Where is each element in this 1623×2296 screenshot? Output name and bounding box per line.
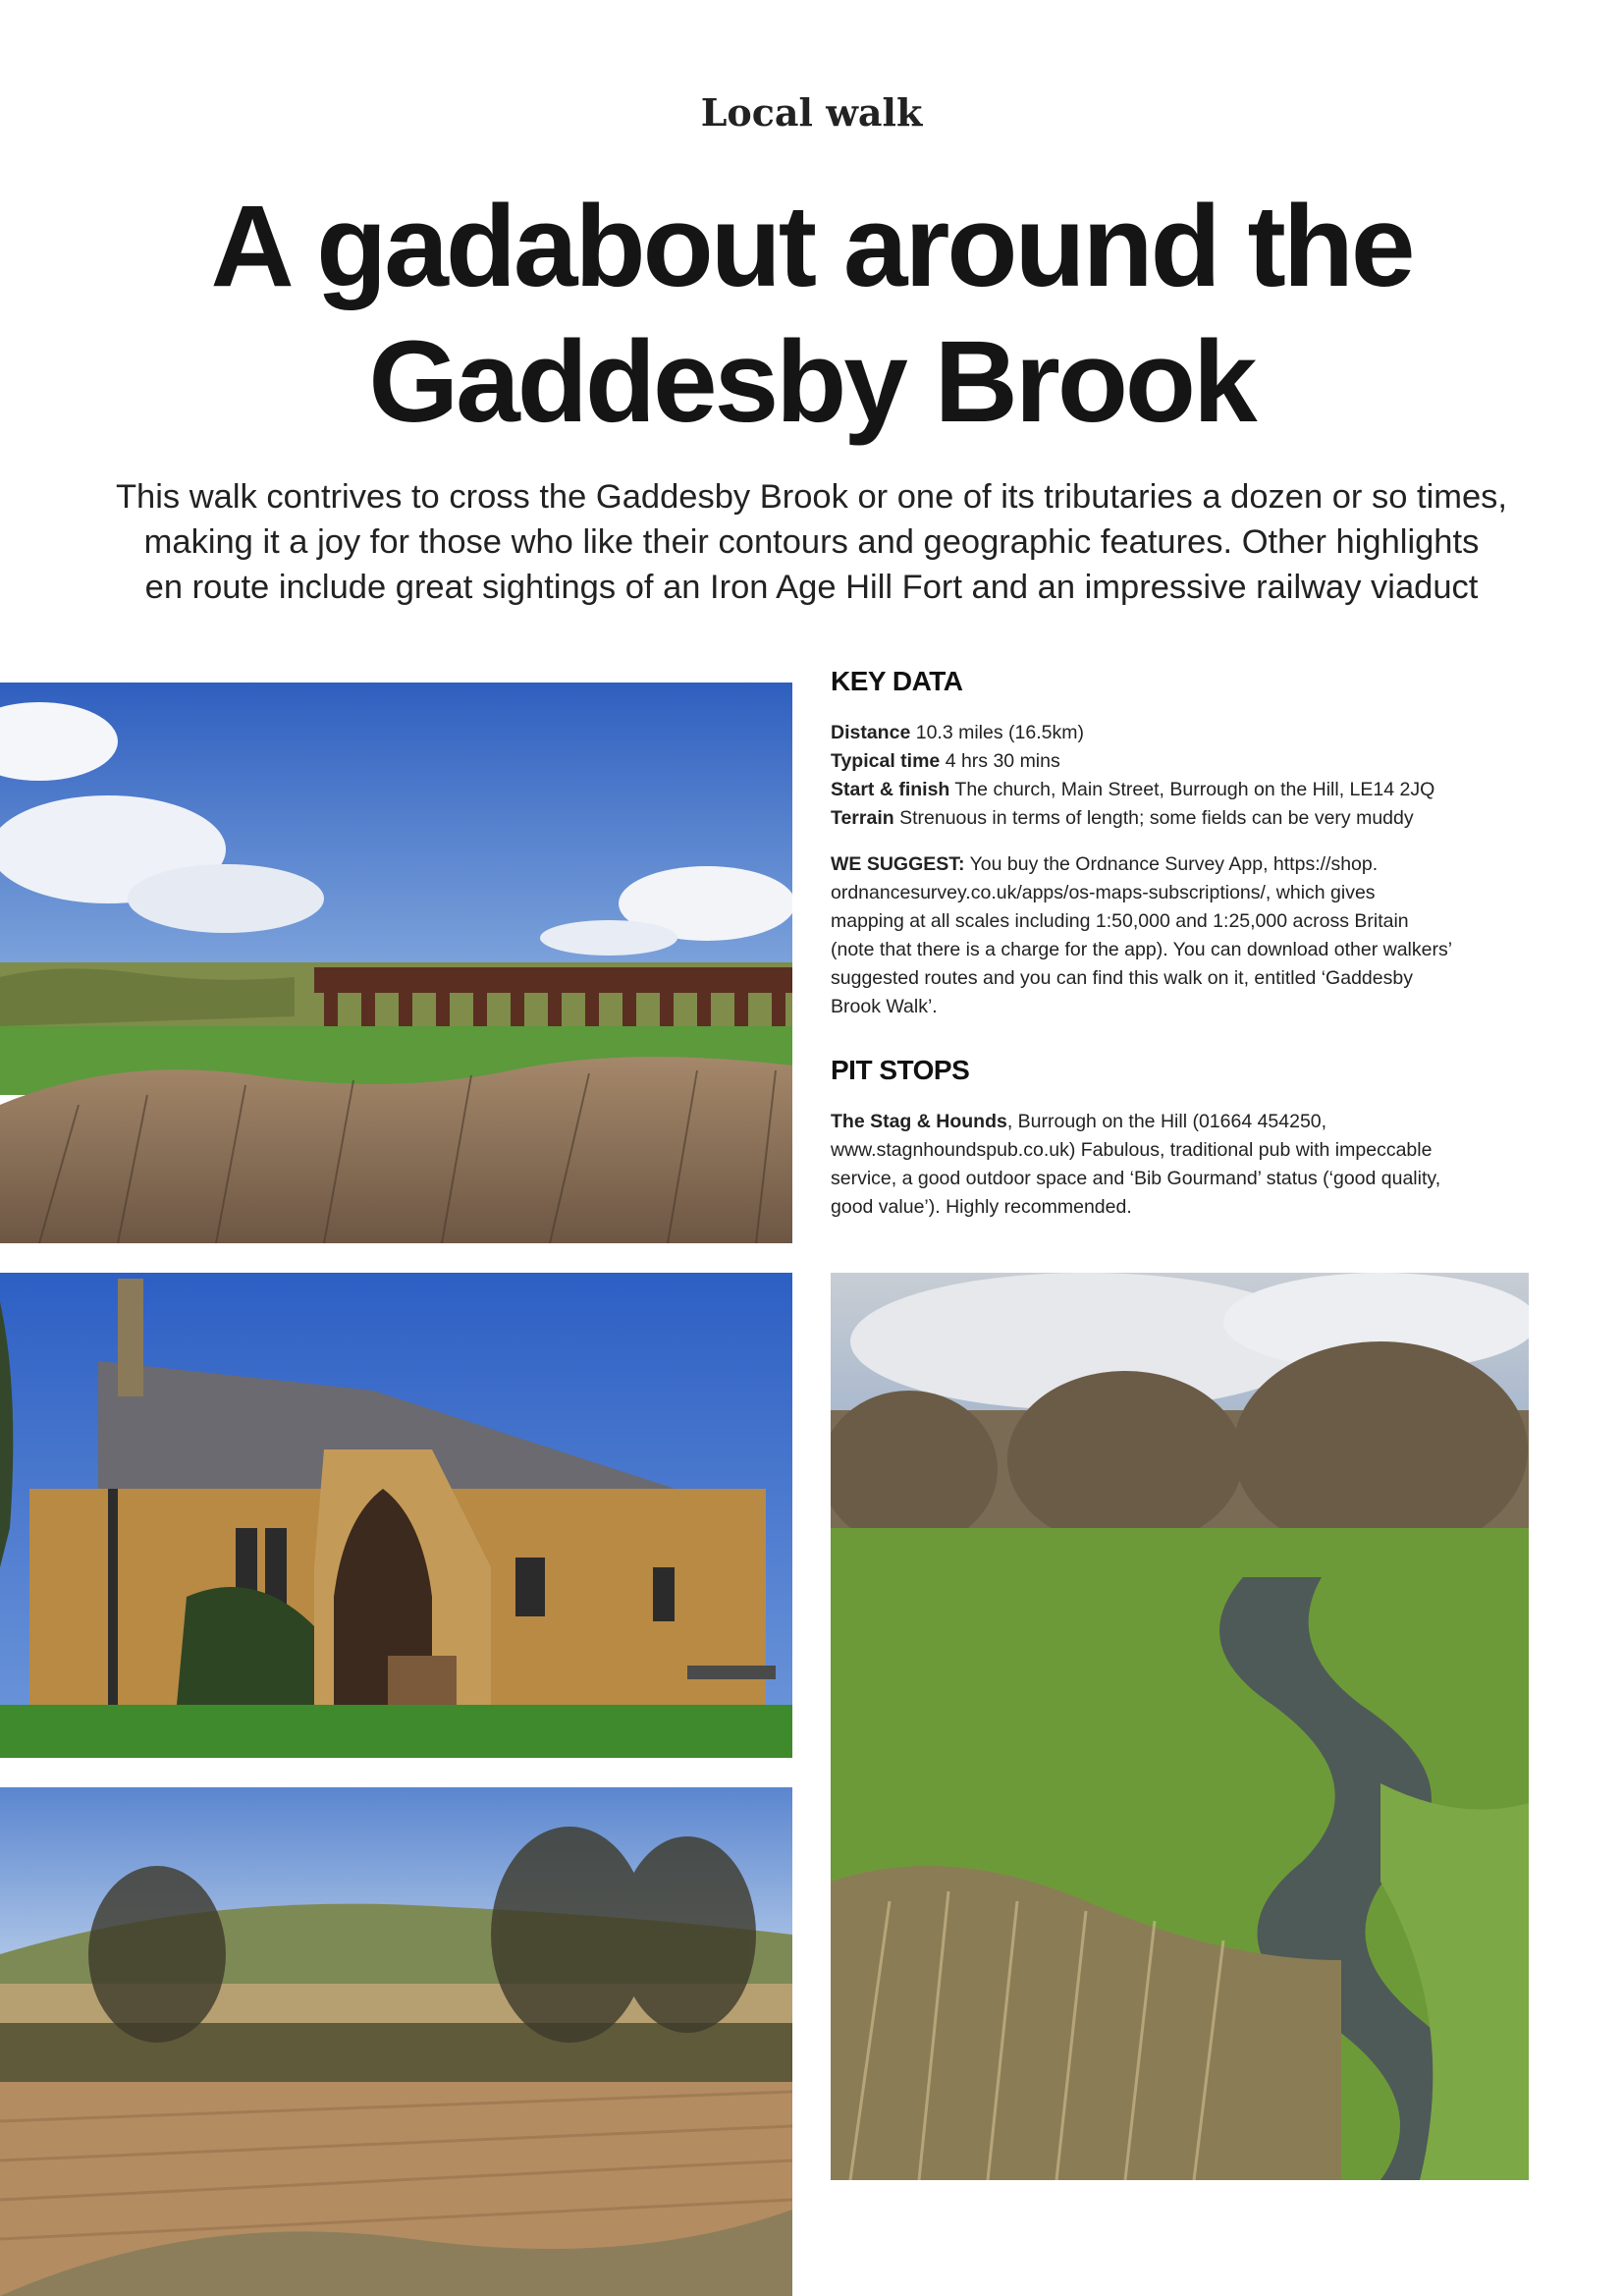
pit-stops-paragraph (831, 1108, 1538, 1222)
we-suggest-paragraph (831, 850, 1538, 1021)
distance-value: 10.3 miles (16.5km) (915, 722, 1084, 743)
start-finish-label: Start & finish (831, 779, 950, 800)
pub-line-4: good value’). Highly recommended. (831, 1196, 1132, 1218)
viaduct-photo (0, 683, 792, 1243)
pub-name: The Stag & Hounds (831, 1111, 1007, 1132)
standfirst (79, 474, 1544, 610)
key-data-box (831, 666, 1538, 1222)
church-photo (0, 1273, 792, 1758)
fields-photo (0, 1787, 792, 2296)
start-finish-value: The church, Main Street, Burrough on the Hill, LE14 2JQ (954, 779, 1435, 800)
brook-photo (831, 1273, 1529, 2180)
we-suggest-line-6: Brook Walk’. (831, 996, 938, 1017)
we-suggest-line-1: You buy the Ordnance Survey App, https://shop. (969, 853, 1379, 875)
headline-line-1: A gadabout around the (210, 182, 1413, 311)
we-suggest-line-4: (note that there is a charge for the app). You can download other walkers’ (831, 939, 1453, 960)
pit-stops-heading: PIT STOPS (831, 1055, 970, 1085)
headline-line-2: Gaddesby Brook (368, 317, 1255, 447)
distance-label: Distance (831, 722, 911, 743)
standfirst-line-1: This walk contrives to cross the Gaddesby Brook or one of its tributaries a dozen or so times, (115, 478, 1508, 516)
pub-line-2: www.stagnhoundspub.co.uk) Fabulous, traditional pub with impeccable (831, 1139, 1433, 1161)
start-finish-row (831, 776, 1538, 804)
we-suggest-label: WE SUGGEST: (831, 853, 965, 875)
we-suggest-line-5: suggested routes and you can find this walk on it, entitled ‘Gaddesby (831, 967, 1413, 989)
section-label: Local walk (700, 90, 923, 135)
we-suggest-line-2: ordnancesurvey.co.uk/apps/os-maps-subscriptions/, which gives (831, 882, 1376, 903)
distance-row (831, 719, 1538, 747)
typical-time-row (831, 747, 1538, 776)
pub-line-3: service, a good outdoor space and ‘Bib Gourmand’ status (‘good quality, (831, 1168, 1441, 1189)
terrain-value: Strenuous in terms of length; some fields can be very muddy (899, 807, 1414, 829)
typical-time-label: Typical time (831, 750, 941, 772)
key-data-heading: KEY DATA (831, 666, 963, 696)
terrain-row (831, 804, 1538, 833)
pub-line-1: , Burrough on the Hill (01664 454250, (1006, 1111, 1327, 1132)
standfirst-line-3: en route include great sightings of an Iron Age Hill Fort and an impressive railway viaduct (144, 569, 1479, 606)
terrain-label: Terrain (831, 807, 894, 829)
headline (0, 179, 1623, 450)
we-suggest-line-3: mapping at all scales including 1:50,000 and 1:25,000 across Britain (831, 910, 1409, 932)
typical-time-value: 4 hrs 30 mins (945, 750, 1060, 772)
standfirst-line-2: making it a joy for those who like their contours and geographic features. Other highlights (143, 523, 1480, 561)
